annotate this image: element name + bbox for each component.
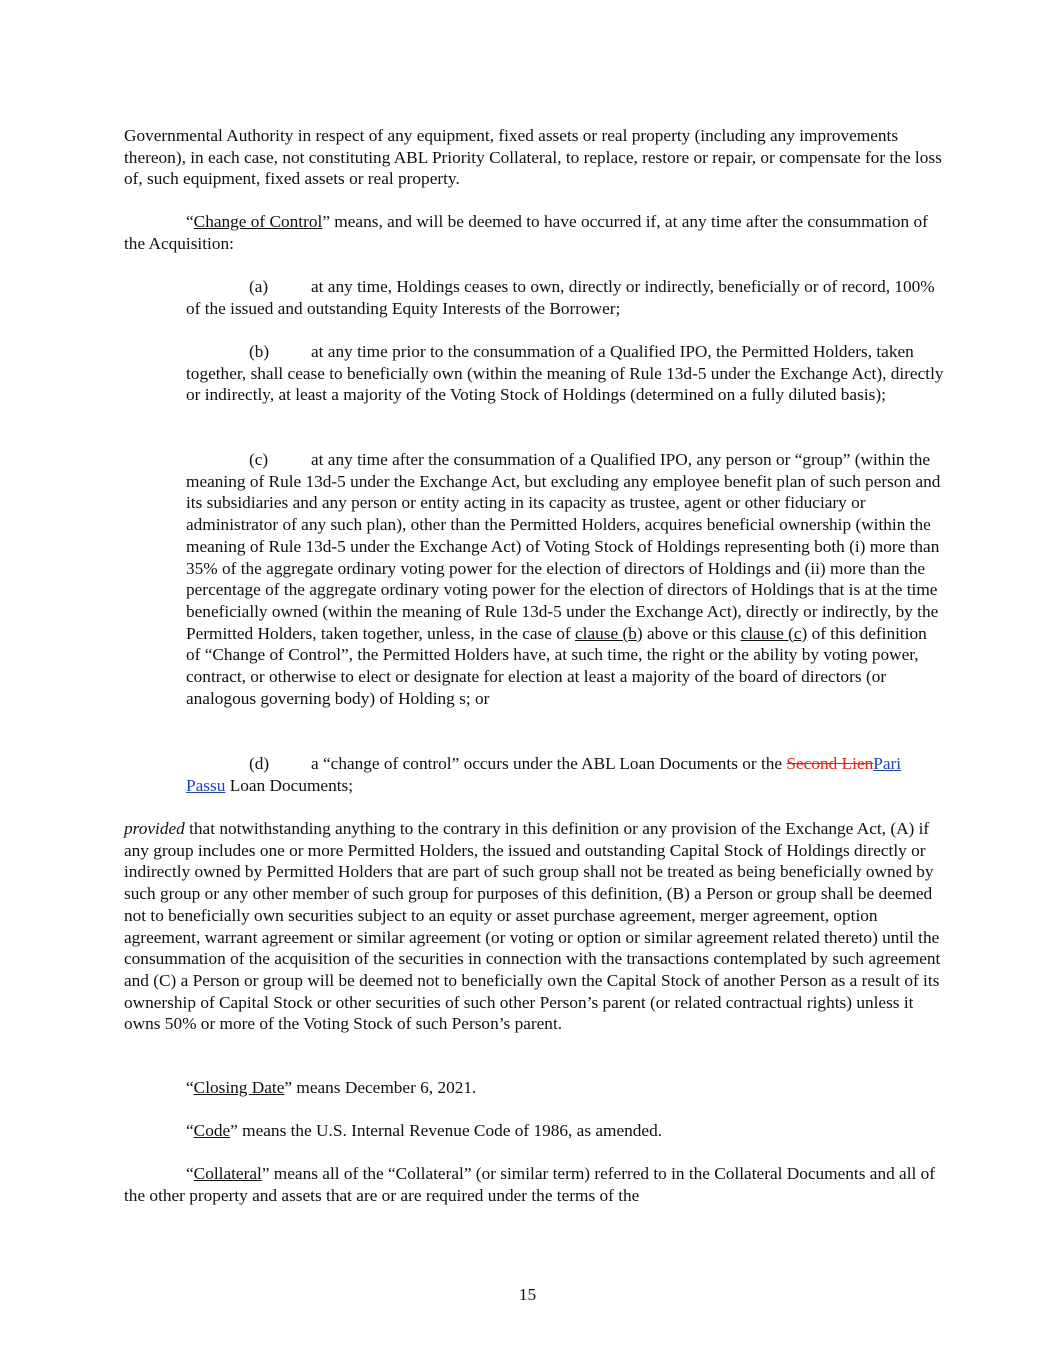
intro-paragraph: Governmental Authority in respect of any equipment, fixed assets or real property (including any improvements thereon), in each case, not constituting ABL Priority Collateral, to replace, restore or repair, or compensate for the loss of, such equipment, fixed assets or real property.: [124, 126, 942, 189]
clause-b-text: at any time prior to the consummation of a Qualified IPO, the Permitted Holders, taken together, shall cease to beneficially own (within the meaning of Rule 13d-5 under the Exchange Act), directly or indirectly, at least a majority of the Voting Stock of Holdings (determined on a fully diluted basis);: [186, 342, 944, 405]
page-number: 15: [518, 1285, 537, 1304]
closing-date-definition: “Closing Date” means December 6, 2021.: [186, 1078, 477, 1097]
clause-d: (d) a “change of control” occurs under the ABL Loan Documents or the Second LienPari Passu Loan Documents;: [186, 754, 902, 795]
inserted-text-redline: Pari Passu: [186, 754, 902, 795]
clause-c-label: (c): [249, 450, 269, 469]
clause-c: (c) at any time after the consummation of a Qualified IPO, any person or “group” (within the meaning of Rule 13d-5 under the Exchange Act, but excluding any employee benefit plan of such person and its subsidiaries and any person or entity acting in its capacity as trustee, agent or other fiduciary or administrator of any such plan), other than the Permitted Holders, acquires beneficial ownership (within the meaning of Rule 13d-5 under the Exchange Act) of Voting Stock of Holdings representing both (i) more than 35% of the aggregate ordinary voting power for the election of directors of Holdings and (ii) more than the percentage of the aggregate ordinary voting power for the election of directors of Holdings that is at the time beneficially owned (within the meaning of Rule 13d-5 under the Exchange Act), directly or indirectly, by the Permitted Holders, taken together, unless, in the case of clause (b) above or this clause (c) of this definition of “Change of Control”, the Permitted Holders have, at such time, the right or the ability by voting power, contract, or otherwise to elect or designate for election at least a majority of the board of directors (or analogous governing body) of Holding s; or: [186, 450, 941, 708]
defined-term-code: Code: [193, 1121, 231, 1140]
clause-b-reference: clause (b): [575, 623, 643, 643]
clause-d-label: (d): [249, 754, 270, 773]
defined-term-collateral: Collateral: [193, 1164, 262, 1183]
deleted-text-redline: Second Lien: [786, 754, 874, 773]
clause-a-text: at any time, Holdings ceases to own, directly or indirectly, beneficially or of record, 100% of the issued and outstanding Equity Interests of the Borrower;: [186, 277, 935, 318]
proviso-italic-word: provided: [124, 819, 185, 838]
defined-term-closing-date: Closing Date: [193, 1078, 285, 1097]
change-of-control-definition: “Change of Control” means, and will be deemed to have occurred if, at any time after the consummation of the Acquisition:: [124, 212, 928, 253]
proviso-paragraph: provided that notwithstanding anything to the contrary in this definition or any provision of the Exchange Act, (A) if any group includes one or more Permitted Holders, the issued and outstanding Capital Stock of Holdings directly or indirectly owned by Permitted Holders that are part of such group shall not be treated as being beneficially owned by such group or any other member of such group for purposes of this definition, (B) a Person or group shall be deemed not to beneficially own securities subject to an equity or asset purchase agreement, merger agreement, option agreement, warrant agreement or similar agreement (or voting or option or similar agreement related thereto) until the consummation of the acquisition of the securities in connection with the transactions contemplated by such agreement and (C) a Person or group will be deemed not to beneficially own the Capital Stock of another Person as a result of its ownership of Capital Stock or other securities of such other Person’s parent (or related contractual rights) unless it owns 50% or more of the Voting Stock of such Person’s parent.: [124, 819, 941, 1034]
collateral-definition: “Collateral” means all of the “Collateral” (or similar term) referred to in the Collateral Documents and all of the other property and assets that are or are required under the terms of the: [124, 1164, 936, 1205]
clause-c-reference: clause (c): [740, 623, 808, 643]
clause-b-label: (b): [249, 342, 270, 361]
clause-a: [186, 276, 944, 319]
clause-b: [186, 341, 944, 406]
defined-term-change-of-control: Change of Control: [193, 212, 323, 231]
code-definition: “Code” means the U.S. Internal Revenue Code of 1986, as amended.: [186, 1121, 663, 1140]
clause-a-label: (a): [249, 277, 269, 296]
